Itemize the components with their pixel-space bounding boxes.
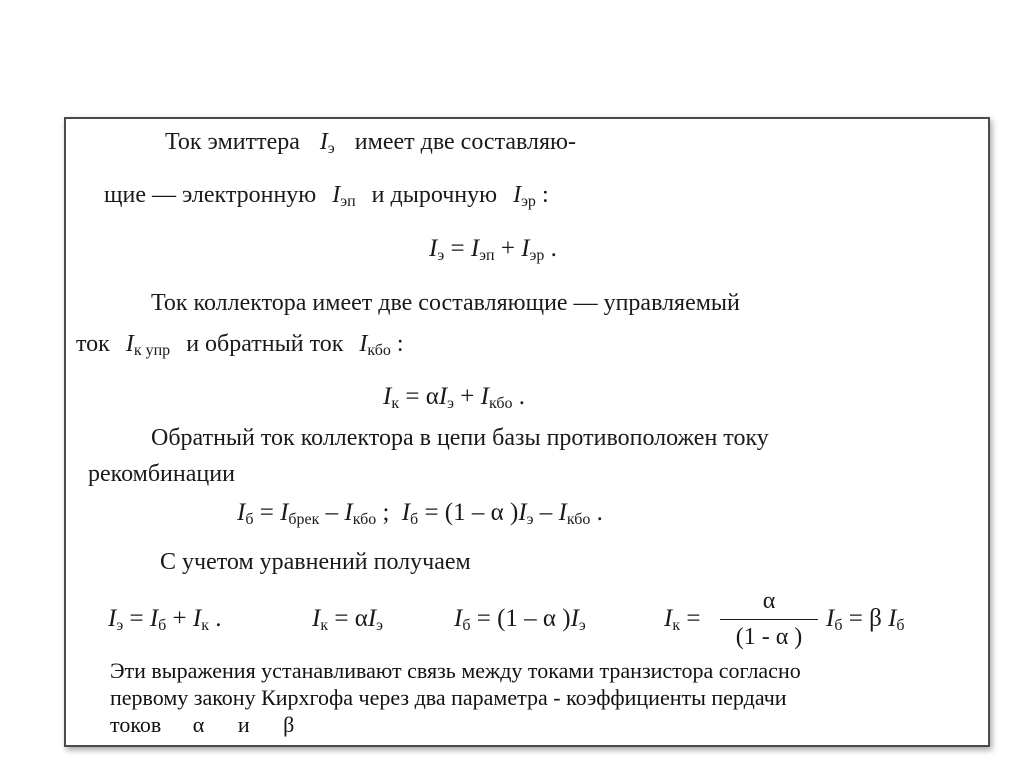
subscript: эп [340,193,356,210]
subscript: б [834,617,843,634]
alpha: α [490,499,504,526]
equation-4d-rhs: $I_б = \beta$ $I_б$ [826,605,905,634]
note-line-3 [110,712,294,738]
equation-1: $I_э = I_{эп} + I_{эр}$ . [429,235,557,264]
beta: β [869,605,882,632]
subscript: кбо [352,511,377,528]
text: имеет две составляю- [354,129,576,155]
text: и дырочную [371,182,498,208]
equation-3: $I_б = I_{брек} - I_{кбо}$ ; $I_б = (1 - \alpha$ )$I_э - I_{кбо}$ . [237,499,603,528]
subscript: к [672,617,681,634]
subscript: э [447,395,455,412]
paragraph-1-line-1 [165,130,576,157]
subscript: э [116,617,124,634]
subscript: кбо [367,342,391,359]
subscript: э [437,247,445,264]
subscript: б [462,617,471,634]
subscript: к [391,395,400,412]
fraction-denominator: (1 - α ) [735,624,803,650]
text: ток [76,331,110,357]
subscript: э [376,617,384,634]
alpha: α [425,383,439,410]
equation-4d-lhs: $I_к$ = [664,605,701,634]
subscript: эп [479,247,495,264]
beta: β [283,712,295,737]
text: Ток эмиттера [165,129,300,155]
text: и обратный ток [186,331,344,357]
subscript: б [896,617,905,634]
fraction-numerator: α [720,588,818,620]
alpha: α [354,605,368,632]
subscript: к [201,617,209,634]
subscript: брек [288,511,320,528]
equation-2: $I_к = \alpha I_э + I_{кбо}$ . [383,383,525,412]
equation-4b: $I_к = \alpha I_э$ [312,605,384,634]
subscript: б [410,511,419,528]
paragraph-3-line-2: рекомбинации [88,461,235,487]
subscript: б [245,511,254,528]
subscript: эр [521,193,536,210]
fraction-alpha-over-one-minus-alpha [720,588,818,651]
alpha: α [192,712,205,737]
subscript: э [526,511,534,528]
text: и [237,712,250,737]
subscript: кбо [566,511,591,528]
subscript: э [578,617,586,634]
subscript: э [327,140,335,157]
equation-4c: $I_б = (1 - \alpha$ )$I_э$ [454,605,586,634]
paragraph-3-line-1: Обратный ток коллектора в цепи базы противоположен току [151,425,769,451]
paragraph-4: С учетом уравнений получаем [160,549,471,575]
subscript: к упр [133,342,171,359]
paragraph-2-line-1: Ток коллектора имеет две составляющие — управляемый [151,290,740,316]
note-line-2: первому закону Кирхгофа через два параметра - коэффициенты пердачи [110,685,787,710]
alpha: α [542,605,557,632]
subscript: кбо [488,395,513,412]
text: токов [110,712,162,737]
paragraph-1-line-2: щие — электронную $I_{эп}$ и дырочную $I_{эр}$ : [104,182,549,210]
equation-4a: $I_э = I_б + I_к$ . [108,605,222,634]
note-line-1: Эти выражения устанавливают связь между токами транзистора согласно [110,658,801,683]
text: щие — электронную [104,182,317,208]
subscript: эр [529,247,545,264]
subscript: б [158,617,167,634]
subscript: к [320,617,329,634]
symbol-I: I [319,129,328,155]
paragraph-2-line-2: ток $I_{к упр}$ и обратный ток $I_{кбо}$ : [76,331,404,359]
